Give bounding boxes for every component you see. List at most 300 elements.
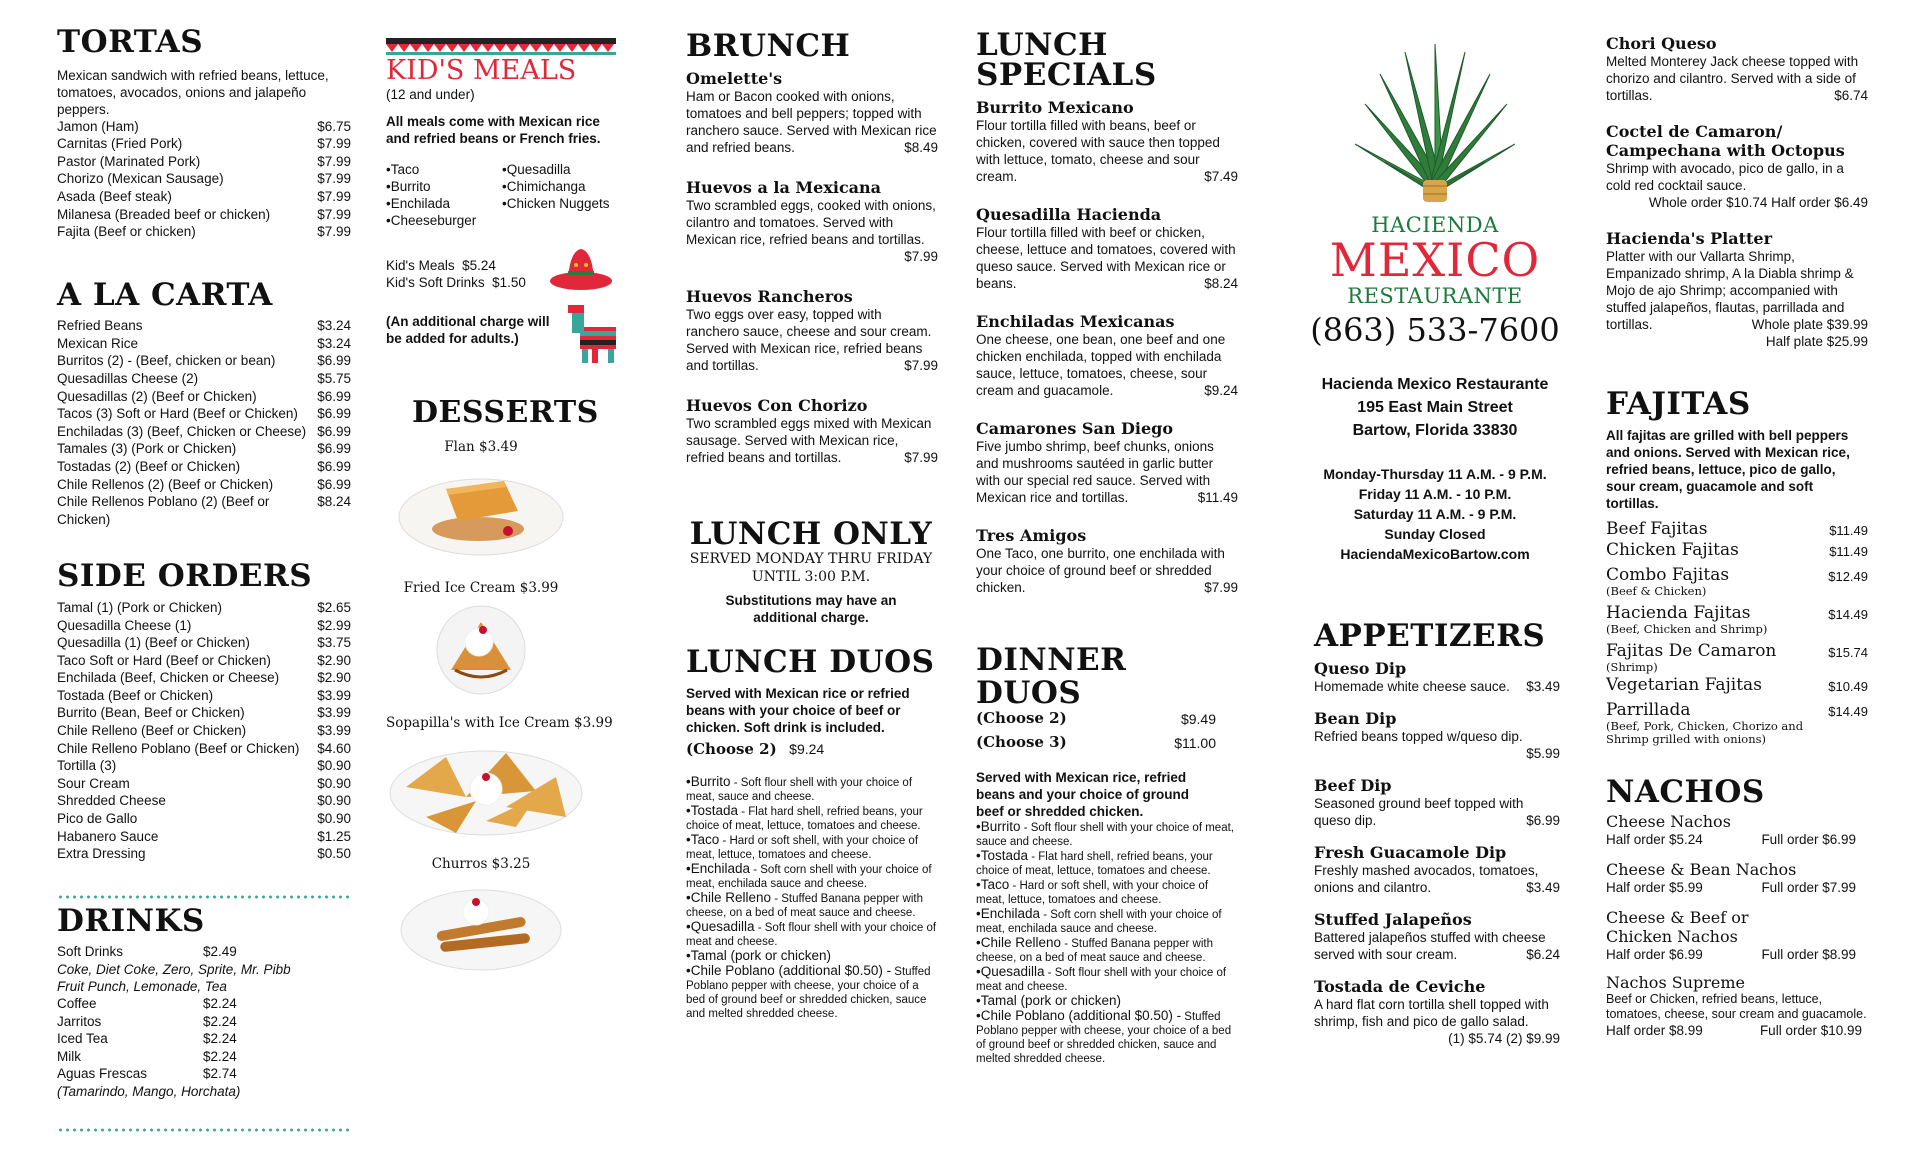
website-link[interactable]: HaciendaMexicoBartow.com [1340, 546, 1530, 562]
carta-item-price: $3.24 [317, 335, 351, 351]
side-item-row [57, 740, 351, 758]
nacho-full: Full order $8.99 [1761, 947, 1856, 963]
dessert-flan [386, 439, 576, 564]
lunch-special-item-name: Camarones San Diego [976, 419, 1174, 438]
lunch-special-item-desc-text: Flour tortilla filled with beans, beef or chicken, covered with sauce then topped with lettuce, tomato, cheese and sour cream. [976, 118, 1220, 184]
lunch-duo-item-desc: Stuffed Poblano pepper with cheese, your choice of a bed of ground beef or shredded chicken, sauce and melted shredded cheese. [686, 965, 931, 1020]
appetizer-item-price: $6.99 [1526, 812, 1560, 828]
side-item-price: $3.99 [317, 705, 351, 721]
tortas-heading: TORTAS [57, 24, 204, 60]
fajita-name: Chicken Fajitas [1606, 539, 1739, 560]
appetizer-item-price: $3.49 [1526, 678, 1560, 694]
restaurant-info [1300, 373, 1570, 564]
side-item-name: Taco Soft or Hard (Beef or Chicken) [57, 652, 271, 668]
carta-item-name: Tacos (3) Soft or Hard (Beef or Chicken) [57, 406, 298, 422]
brunch-item [686, 69, 938, 156]
fajita-price: $11.49 [1829, 543, 1868, 559]
dinner-duo-item-name: •Tostada [976, 848, 1029, 864]
fajita-item-left [1606, 541, 1806, 560]
brunch-item [686, 178, 938, 265]
torta-item-row [57, 170, 351, 188]
specialty-item [1606, 229, 1868, 350]
lunch-duos-price: $9.24 [789, 740, 825, 757]
dessert-sopapillas [386, 715, 626, 842]
restaurant-name: Hacienda Mexico Restaurante [1321, 376, 1549, 393]
column-5 [1300, 0, 1570, 1047]
kids-subtitle: (12 and under) [386, 87, 475, 102]
brunch-item-desc [686, 197, 938, 264]
fajita-item-left [1606, 676, 1806, 695]
side-item-name: Quesadilla (1) (Beef or Chicken) [57, 635, 250, 651]
appetizer-item-desc [1314, 795, 1560, 829]
lunch-special-item-price: $8.24 [1204, 276, 1238, 291]
dinner-duo-item [976, 878, 1238, 907]
lunch-duos-choose: (Choose 2) [686, 739, 777, 758]
nachos-supreme-half: Half order $8.99 [1606, 1023, 1703, 1039]
tortas-list [57, 118, 351, 241]
adult-charge-note: (An additional charge will be added for adults.) [386, 314, 550, 346]
side-item-row [57, 669, 351, 687]
torta-item-name: Asada (Beef steak) [57, 188, 172, 204]
dinner-duo-item-name: •Chile Relleno [976, 935, 1062, 951]
side-item-price: $3.99 [317, 723, 351, 739]
brunch-item-desc-text: Ham or Bacon cooked with onions, tomatoes and bell peppers; topped with ranchero sauce. Served with Mexican rice and refried beans. [686, 88, 937, 155]
dinner-duo-item [976, 936, 1238, 965]
lunch-duo-item-name: •Chile Relleno [686, 889, 772, 905]
fajita-name: Parrillada [1606, 699, 1691, 720]
fried-ice-cream-image [421, 600, 541, 696]
torta-item-name: Chorizo (Mexican Sausage) [57, 171, 224, 187]
lunch-special-item-desc [976, 117, 1238, 185]
side-item-name: Chile Relleno (Beef or Chicken) [57, 723, 247, 739]
kids-drinks-price: $1.50 [492, 275, 526, 290]
drink-name: Aguas Frescas [57, 1066, 148, 1082]
side-orders-heading: SIDE ORDERS [57, 558, 313, 595]
torta-item-name: Fajita (Beef or chicken) [57, 224, 196, 240]
desserts-heading: DESSERTS [412, 395, 599, 430]
brunch-item-price: $8.49 [904, 139, 938, 155]
fajita-item [1606, 642, 1868, 674]
brunch-item-desc [686, 306, 938, 374]
lunch-only-block [680, 515, 942, 627]
logo-restaurante: RESTAURANTE [1347, 284, 1523, 308]
lunch-special-item-desc [976, 224, 1238, 292]
side-item-row [57, 792, 351, 810]
drink-row [57, 1048, 351, 1066]
side-item-price: $0.50 [317, 846, 351, 862]
restaurant-logo [1300, 0, 1570, 351]
specialty-item-price: Whole order $10.74 Half order $6.49 [1648, 195, 1868, 210]
side-item-row [57, 845, 351, 863]
lunch-special-item [976, 312, 1238, 399]
nachos-list [1606, 812, 1868, 963]
soft-drinks-row [57, 943, 351, 961]
hours-saturday: Saturday 11 A.M. - 9 P.M. [1353, 506, 1517, 522]
nacho-item [1606, 908, 1868, 963]
lunch-only-line1: SERVED MONDAY THRU FRIDAY [689, 551, 933, 568]
soft-drinks-label: Soft Drinks [57, 944, 124, 960]
dessert-fried-ice-cream [386, 580, 576, 701]
column-2 [386, 0, 626, 979]
kids-items-left [386, 161, 502, 229]
torta-item-row [57, 135, 351, 153]
lunch-duo-item-desc: - Soft flour shell with your choice of meat, sauce and cheese. [686, 776, 913, 803]
dinner-duos-intro: Served with Mexican rice, refried beans and your choice of ground beef or shredded chicken. [976, 770, 1190, 820]
torta-item-price: $7.99 [317, 153, 351, 169]
specialty-item-name: Coctel de Camaron/ Campechana with Octopus [1606, 122, 1845, 160]
fajita-price: $12.49 [1828, 568, 1868, 584]
side-item-price: $1.25 [317, 828, 351, 844]
side-item-name: Enchilada (Beef, Chicken or Cheese) [57, 670, 280, 686]
nacho-item [1606, 812, 1868, 848]
dinner-duos-choose3-row [976, 733, 1216, 751]
kids-items-right [502, 161, 610, 229]
drink-name: Jarritos [57, 1013, 102, 1029]
specialty-item-name: Hacienda's Platter [1606, 229, 1773, 248]
dinner-duo-item-desc: - Hard or soft shell, with your choice of meat, lettuce, tomatoes and cheese. [976, 880, 1209, 907]
kids-item: •Quesadilla [502, 162, 571, 177]
side-item-row [57, 757, 351, 775]
dinner-duo-item [976, 907, 1238, 936]
appetizer-item-desc [1314, 678, 1560, 695]
side-item-price: $2.90 [317, 670, 351, 686]
side-item-price: $0.90 [317, 758, 351, 774]
lunch-special-item-desc [976, 331, 1238, 399]
side-item-row [57, 652, 351, 670]
fajita-item-left [1606, 604, 1806, 636]
kids-meals-heading: KID'S MEALS [386, 55, 577, 86]
fajita-sub: (Beef & Chicken) [1606, 583, 1707, 598]
carta-item-price: $5.75 [317, 371, 351, 387]
specialty-item-desc-text: Platter with our Vallarta Shrimp, Empanizado shrimp, A la Diabla shrimp & Mojo de ajo Shrimp; accompanied with stuffed jalapeños, flautas, parrillada and tortillas. [1606, 249, 1854, 332]
specialty-item-name: Chori Queso [1606, 34, 1717, 53]
lunch-special-item-name: Tres Amigos [976, 526, 1087, 545]
lunch-specials-heading-1: LUNCH [976, 27, 1108, 63]
fajita-item [1606, 566, 1868, 598]
fajita-sub: (Beef, Pork, Chicken, Chorizo and Shrimp grilled with onions) [1606, 718, 1804, 746]
specialty-item-desc-text: Melted Monterey Jack cheese topped with chorizo and cilantro. Served with a side of tortillas. [1606, 54, 1859, 103]
fajita-item [1606, 676, 1868, 695]
side-item-row [57, 722, 351, 740]
appetizer-item [1314, 910, 1560, 963]
fajitas-intro: All fajitas are grilled with bell peppers and onions. Served with Mexican rice, refried beans, lettuce, pico de gallo, sour cream, guacamole and soft tortillas. [1606, 427, 1850, 511]
appetizer-item-desc [1314, 862, 1560, 896]
side-item-price: $2.90 [317, 652, 351, 668]
kids-meals-price: $5.24 [462, 258, 496, 273]
brunch-item-desc-text: Two scrambled eggs mixed with Mexican sausage. Served with Mexican rice, refried beans and tortillas. [686, 415, 932, 465]
side-item-row [57, 617, 351, 635]
appetizer-item-desc [1314, 728, 1560, 761]
carta-item-name: Chile Rellenos (2) (Beef or Chicken) [57, 476, 274, 492]
dinner-duos-heading: DINNER DUOS [976, 642, 1127, 711]
appetizer-item-name: Fresh Guacamole Dip [1314, 842, 1507, 862]
kids-item: •Enchilada [386, 196, 451, 211]
a-la-carta-heading: A LA CARTA [57, 276, 273, 313]
specialty-item-desc [1606, 248, 1868, 333]
torta-item-price: $6.75 [317, 118, 351, 134]
lunch-special-item [976, 526, 1238, 596]
pinata-icon [568, 301, 622, 365]
appetizers-heading: APPETIZERS [1314, 618, 1546, 654]
fajita-name: Fajitas De Camaron [1606, 640, 1777, 661]
restaurant-city: Bartow, Florida 33830 [1352, 422, 1518, 439]
drink-price: $2.24 [203, 1013, 237, 1029]
dessert-churros [386, 856, 576, 979]
fajita-name: Vegetarian Fajitas [1606, 674, 1762, 695]
lunch-duo-item-desc: - Soft corn shell with your choice of meat, enchilada sauce and cheese. [686, 863, 932, 890]
torta-item-price: $7.99 [317, 171, 351, 187]
specialties-list [1606, 34, 1868, 350]
logo-hacienda: HACIENDA [1371, 213, 1499, 237]
torta-item-price: $7.99 [317, 136, 351, 152]
lunch-duo-item [686, 949, 938, 964]
lunch-special-item-price: $7.99 [1204, 580, 1238, 595]
lunch-duo-item-desc: - Flat hard shell, refried beans, your choice of meat, lettuce, tomatoes and cheese. [686, 805, 923, 832]
carta-item-row [57, 405, 351, 423]
hours-weekday: Monday-Thursday 11 A.M. - 9 P.M. [1323, 466, 1547, 482]
side-item-name: Quesadilla Cheese (1) [57, 617, 192, 633]
logo-mexico: MEXICO [1329, 233, 1541, 287]
brunch-item-desc-text: Two eggs over easy, topped with ranchero sauce, cheese and sour cream. Served with Mexican rice, refried beans and tortillas. [686, 306, 932, 373]
restaurant-street: 195 East Main Street [1357, 399, 1513, 416]
side-item-row [57, 687, 351, 705]
side-item-name: Tortilla (3) [57, 758, 117, 774]
lunch-special-item-price: $7.49 [1204, 169, 1238, 184]
fajita-item-left [1606, 520, 1806, 539]
dinner-duo-item [976, 994, 1238, 1009]
lunch-only-heading: LUNCH ONLY [689, 515, 933, 552]
kids-items [386, 161, 626, 229]
carta-item-price: $6.99 [317, 476, 351, 492]
side-item-price: $4.60 [317, 740, 351, 756]
lunch-special-item [976, 205, 1238, 292]
churros-image [396, 878, 566, 974]
carta-item-row [57, 476, 351, 494]
nacho-full: Full order $6.99 [1761, 832, 1856, 848]
fajitas-heading: FAJITAS [1606, 386, 1751, 422]
dinner-duo-item [976, 849, 1238, 878]
appetizer-item-name: Tostada de Ceviche [1314, 976, 1486, 996]
brunch-item-price: $7.99 [904, 449, 938, 465]
specialty-item-price2: Half plate $25.99 [1765, 334, 1868, 349]
nacho-item [1606, 860, 1868, 896]
serape-border-icon [386, 38, 616, 56]
torta-item-price: $7.99 [317, 224, 351, 240]
nacho-prices [1606, 879, 1856, 896]
dessert-fried-ice-cream-label: Fried Ice Cream $3.99 [403, 579, 559, 596]
column-4 [976, 0, 1238, 1066]
specialty-item [1606, 122, 1868, 211]
lunch-special-item-name: Burrito Mexicano [976, 98, 1134, 117]
drink-name: Milk [57, 1048, 81, 1064]
brunch-item [686, 287, 938, 374]
torta-item-price: $7.99 [317, 188, 351, 204]
kids-item: •Taco [386, 162, 420, 177]
nachos-supreme-desc: Beef or Chicken, refried beans, lettuce, tomatoes, cheese, sour cream and guacamole. [1606, 992, 1867, 1022]
appetizer-item-desc-text: Homemade white cheese sauce. [1314, 678, 1510, 694]
fajita-price: $14.49 [1828, 703, 1868, 719]
dinner-duo-item-desc: - Stuffed Banana pepper with cheese, on a bed of meat sauce and cheese. [976, 938, 1213, 965]
specialty-item-price: $6.74 [1834, 88, 1868, 103]
carta-item-name: Quesadillas Cheese (2) [57, 371, 199, 387]
torta-item-row [57, 118, 351, 136]
lunch-special-item-desc-text: Flour tortilla filled with beef or chicken, cheese, lettuce and tomatoes, covered with queso sauce. Served with Mexican rice or beans. [976, 225, 1236, 291]
sombrero-icon [548, 239, 614, 295]
appetizer-item-name: Beef Dip [1314, 775, 1392, 795]
fajita-sub: (Beef, Chicken and Shrimp) [1606, 621, 1768, 636]
lunch-special-item-desc-text: Five jumbo shrimp, beef chunks, onions and mushrooms sautéed in garlic butter with our special red sauce. Served with Mexican rice and tortillas. [976, 439, 1214, 505]
dinner-duo-item-name: •Taco [976, 877, 1010, 893]
lunch-duo-item-name: •Taco [686, 831, 720, 847]
kids-item: •Chicken Nuggets [502, 196, 610, 211]
torta-item-name: Milanesa (Breaded beef or chicken) [57, 206, 271, 222]
dinner-duo-item-desc: Stuffed Poblano pepper with cheese, your choice of a bed of ground beef or shredded chicken, sauce and melted shredded cheese. [976, 1011, 1232, 1066]
fajita-item [1606, 701, 1868, 746]
appetizer-item-name: Stuffed Jalapeños [1314, 909, 1472, 929]
drink-row [57, 1013, 351, 1031]
side-item-name: Chile Relleno Poblano (Beef or Chicken) [57, 740, 300, 756]
drinks-heading: DRINKS [57, 902, 205, 939]
kids-intro: All meals come with Mexican rice and refried beans or French fries. [386, 114, 601, 146]
side-item-price: $0.90 [317, 775, 351, 791]
drink-name: Iced Tea [57, 1031, 108, 1047]
divider-dots [57, 895, 351, 899]
carta-item-name: Burritos (2) - (Beef, chicken or bean) [57, 353, 276, 369]
kids-item: •Cheeseburger [386, 213, 477, 228]
brunch-item-name: Huevos Rancheros [686, 286, 853, 306]
dinner-duo-item [976, 820, 1238, 849]
side-orders-list [57, 599, 351, 863]
carta-item-price: $8.24 [317, 494, 351, 510]
appetizer-item-price: $5.99 [1526, 745, 1560, 761]
nachos-heading: NACHOS [1606, 773, 1765, 810]
torta-item-row [57, 153, 351, 171]
nachos-supreme [1606, 973, 1868, 1039]
lunch-specials-list [976, 98, 1238, 596]
fajita-price: $10.49 [1828, 678, 1868, 694]
dinner-duos-choose2-price: $9.49 [1180, 711, 1216, 728]
carta-item-name: Tostadas (2) (Beef or Chicken) [57, 459, 241, 474]
flan-image [396, 459, 566, 559]
dinner-duo-item [976, 1009, 1238, 1066]
lunch-special-item-desc [976, 438, 1238, 506]
brunch-list [686, 69, 938, 466]
lunch-specials-heading-2: SPECIALS [976, 57, 1157, 93]
fajita-item [1606, 520, 1868, 539]
carta-item-row [57, 423, 351, 441]
specialty-item-price: Whole plate $39.99 [1751, 317, 1868, 332]
brunch-item-desc [686, 415, 938, 466]
appetizer-item [1314, 709, 1560, 762]
dinner-duos-choose2: (Choose 2) [976, 709, 1067, 728]
carta-item-name: Chile Rellenos Poblano (2) (Beef or Chicken) [57, 494, 270, 527]
carta-item-row [57, 388, 351, 406]
appetizer-item-desc [1314, 929, 1560, 963]
fajita-name: Combo Fajitas [1606, 564, 1730, 585]
appetizer-item-desc [1314, 996, 1560, 1046]
dinner-duo-item-name: •Enchilada [976, 906, 1041, 922]
dinner-duos-choose2-row [976, 709, 1216, 727]
dinner-duo-item-desc: - Soft flour shell with your choice of meat and cheese. [976, 967, 1227, 994]
divider-dots-bottom [57, 1128, 351, 1132]
nacho-half: Half order $5.99 [1606, 880, 1703, 896]
agave-plant-icon [1355, 44, 1515, 204]
carta-item-row [57, 370, 351, 388]
lunch-duos-intro: Served with Mexican rice or refried beans with your choice of beef or chicken. Soft drink is included. [686, 685, 910, 735]
brunch-item-price: $7.99 [904, 357, 938, 373]
brunch-item-price: $7.99 [904, 248, 938, 264]
fajita-item-left [1606, 701, 1806, 746]
torta-item-row [57, 206, 351, 224]
lunch-special-item [976, 419, 1238, 506]
side-item-row [57, 828, 351, 846]
fajita-name: Beef Fajitas [1606, 518, 1708, 539]
torta-item-row [57, 188, 351, 206]
carta-item-price: $6.99 [317, 441, 351, 457]
appetizer-item [1314, 977, 1560, 1047]
tortas-description: Mexican sandwich with refried beans, lettuce, tomatoes, avocados, onions and jalapeño peppers. [57, 67, 329, 117]
side-item-price: $3.99 [317, 687, 351, 703]
carta-item-row [57, 493, 351, 528]
lunch-duo-item-name: •Tostada [686, 802, 739, 818]
carta-item-row [57, 440, 351, 458]
drink-row [57, 995, 351, 1013]
dessert-sopapillas-label: Sopapilla's with Ice Cream $3.99 [386, 714, 613, 731]
drink-row [57, 1030, 351, 1048]
a-la-carta-list [57, 317, 351, 528]
nachos-supreme-prices [1606, 1022, 1862, 1039]
lunch-duo-item-desc: - Hard or soft shell, with your choice of meat, lettuce, tomatoes and cheese. [686, 834, 919, 861]
appetizer-item-desc-text: Battered jalapeños stuffed with cheese served with sour cream. [1314, 929, 1546, 962]
dinner-duos-list [976, 820, 1238, 1066]
lunch-duo-item-name: •Tamal (pork or chicken) [686, 947, 832, 963]
hours-sunday: Sunday Closed [1384, 526, 1486, 542]
appetizer-item-desc-text: Refried beans topped w/queso dip. [1314, 728, 1523, 744]
lunch-special-item-price: $11.49 [1197, 490, 1238, 505]
lunch-special-item-name: Quesadilla Hacienda [976, 205, 1162, 224]
hours-friday: Friday 11 A.M. - 10 P.M. [1358, 486, 1512, 502]
drink-price: $2.24 [203, 995, 237, 1011]
side-item-name: Shredded Cheese [57, 793, 166, 809]
fajita-item-left [1606, 566, 1806, 598]
lunch-duo-item [686, 964, 938, 1021]
side-item-price: $0.90 [317, 793, 351, 809]
side-item-row [57, 704, 351, 722]
side-item-name: Sour Cream [57, 775, 130, 791]
fajita-price: $14.49 [1828, 606, 1868, 622]
lunch-duo-item-name: •Chile Poblano (additional $0.50) - [686, 962, 892, 978]
nacho-prices [1606, 831, 1856, 848]
carta-item-row [57, 317, 351, 335]
torta-item-price: $7.99 [317, 206, 351, 222]
dinner-duo-item-name: •Quesadilla [976, 964, 1045, 980]
sopapillas-image [386, 737, 586, 837]
substitutions-note: Substitutions may have an additional charge. [725, 593, 897, 626]
side-item-name: Tamal (1) (Pork or Chicken) [57, 599, 223, 615]
side-item-name: Habanero Sauce [57, 828, 159, 844]
appetizer-item-name: Bean Dip [1314, 708, 1397, 728]
carta-item-name: Enchiladas (3) (Beef, Chicken or Cheese) [57, 423, 307, 439]
appetizers-list [1314, 659, 1560, 1047]
brunch-item-desc-text: Two scrambled eggs, cooked with onions, cilantro and tomatoes. Served with Mexican rice, refried beans and tortillas. [686, 197, 936, 247]
appetizer-item-desc-text: A hard flat corn tortilla shell topped with shrimp, fish and pico de gallo salad. [1314, 996, 1549, 1029]
carta-item-price: $6.99 [317, 353, 351, 369]
kids-meals-label: Kid's Meals [386, 258, 455, 273]
lunch-duo-item [686, 891, 938, 920]
brunch-item-name: Omelette's [686, 68, 783, 88]
carta-item-price: $3.24 [317, 318, 351, 334]
torta-item-name: Carnitas (Fried Pork) [57, 136, 183, 152]
